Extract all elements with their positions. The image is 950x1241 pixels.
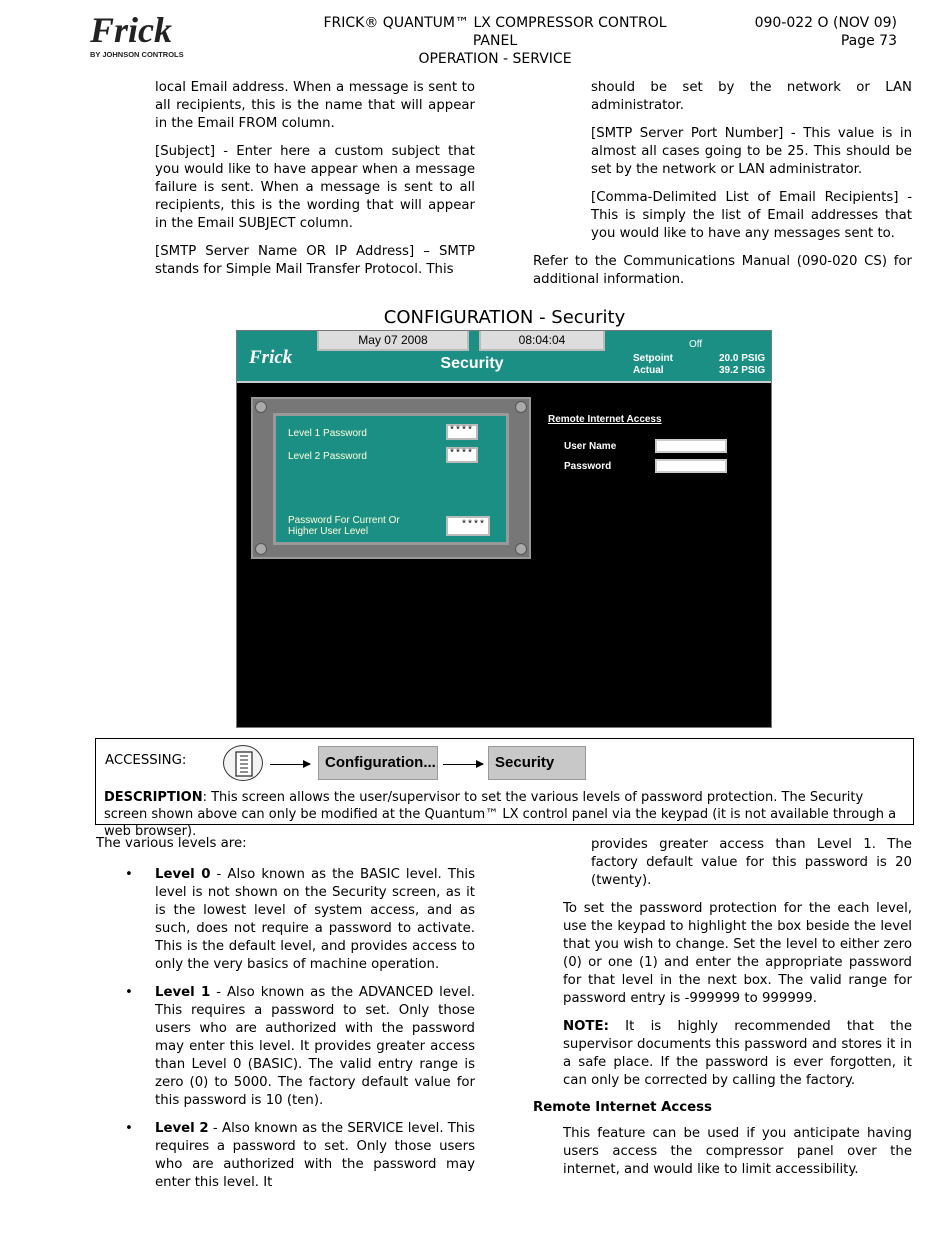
para-level2-cont: provides greater access than Level 1. The factory default value for this password is 20 (twenty). xyxy=(591,837,912,888)
screw-icon xyxy=(255,543,267,555)
para-smtp-server: [SMTP Server Name OR IP Address] – SMTP stands for Simple Mail Transfer Protocol. This xyxy=(155,244,475,277)
note-label: NOTE: xyxy=(563,1019,609,1034)
top-right-column xyxy=(533,79,912,289)
setpoint-value: 20.0 PSIG xyxy=(719,353,766,364)
screen-header xyxy=(237,331,771,383)
accessing-box xyxy=(95,738,914,839)
description-text: : This screen allows the user/supervisor to set the various levels of password protection. The Security screen shown above can only be modified at the Quantum™ LX control panel via the keypad (it is not available through a web browser). xyxy=(104,790,897,839)
para-from: local Email address. When a message is sent to all recipients, this is the name that will appear in the Email FROM column. xyxy=(155,80,475,131)
logo-subtext: BY JOHNSON CONTROLS xyxy=(90,50,184,59)
user-name-field[interactable] xyxy=(655,439,727,453)
list-item xyxy=(155,1120,475,1192)
page-number: Page 73 xyxy=(840,33,897,49)
remote-password-field[interactable] xyxy=(655,459,727,473)
para-recipients: [Comma-Delimited List of Email Recipients] - This is simply the list of Email addresses that you would like to have any messages sent to. xyxy=(591,190,912,241)
setpoint-label: Setpoint xyxy=(633,353,673,364)
list-item xyxy=(155,866,475,974)
header-right xyxy=(745,14,897,50)
screw-icon xyxy=(515,543,527,555)
list-item xyxy=(155,984,475,1110)
arrow-icon xyxy=(270,764,310,765)
level1-text: - Also known as the ADVANCED level. This requires a password to set. Only those users who are authorized with the password may enter this level. It provides greater access than Level 0 (BASIC). The valid entry range is zero (0) to 5000. The factory default value for this password is 10 (ten). xyxy=(155,985,475,1108)
levels-intro: The various levels are: xyxy=(96,836,247,851)
actual-label: Actual xyxy=(633,365,664,376)
para-remote-access: This feature can be used if you anticipate having users access the compressor panel over the internet, and would like to limit accessibility. xyxy=(563,1126,912,1177)
accessing-label: ACCESSING: xyxy=(105,753,187,768)
top-left-column xyxy=(155,79,475,279)
remote-password-label: Password xyxy=(564,461,612,472)
screen-title: Security xyxy=(440,355,504,372)
current-password-label: Password For Current Or Higher User Level xyxy=(288,515,400,537)
level1-password-label: Level 1 Password xyxy=(288,428,367,439)
header-title-line2: OPERATION - SERVICE xyxy=(418,51,572,67)
frick-logo xyxy=(88,10,198,62)
level2-term: Level 2 xyxy=(155,1121,209,1136)
remote-access-heading: Remote Internet Access xyxy=(533,1100,712,1115)
header-title xyxy=(300,14,690,68)
configuration-button[interactable]: Configuration... xyxy=(318,746,438,780)
para-refer: Refer to the Communications Manual (090-020 CS) for additional information. xyxy=(533,254,912,287)
security-button[interactable]: Security xyxy=(488,746,586,780)
level2-password-label: Level 2 Password xyxy=(288,451,367,462)
level1-term: Level 1 xyxy=(155,985,211,1000)
para-admin: should be set by the network or LAN administrator. xyxy=(591,80,912,113)
screen-date: May 07 2008 xyxy=(317,331,469,351)
keypad-icon xyxy=(223,745,263,781)
level2-text: - Also known as the SERVICE level. This requires a password to set. Only those users who are authorized with the password may enter this level. It xyxy=(155,1121,475,1190)
description-label: DESCRIPTION xyxy=(104,790,203,805)
actual-value: 39.2 PSIG xyxy=(719,365,766,376)
user-name-label: User Name xyxy=(564,441,617,452)
para-set-password: To set the password protection for the each level, use the keypad to highlight the box beside the level that you wish to change. Set the level to either zero (0) or one (1) and enter the appropriate password for that level in the next box. The valid range for password entry is -999999 to 999999. xyxy=(563,901,912,1006)
remote-access-title: Remote Internet Access xyxy=(548,414,662,425)
doc-number: 090-022 O (NOV 09) xyxy=(754,15,897,31)
screen-time: 08:04:04 xyxy=(479,331,605,351)
level0-text: - Also known as the BASIC level. This level is not shown on the Security screen, as it is the lowest level of system access, and as such, does not require a password to activate. This is the default level, and provides access to only the very basics of machine operation. xyxy=(155,867,476,972)
password-panel xyxy=(273,413,509,545)
level0-term: Level 0 xyxy=(155,867,211,882)
header-title-line1: FRICK® QUANTUM™ LX COMPRESSOR CONTROL PANEL xyxy=(323,15,667,49)
level1-password-field[interactable]: **** xyxy=(446,424,478,440)
password-frame xyxy=(251,397,531,559)
accessing-description xyxy=(104,789,909,840)
arrow-icon xyxy=(443,764,483,765)
levels-list xyxy=(155,866,475,1192)
note-text: It is highly recommended that the supervisor documents this password and stores it in a safe place. If the password is ever forgotten, it can only be corrected by calling the factory. xyxy=(563,1019,912,1088)
figure-title: CONFIGURATION - Security xyxy=(383,307,626,328)
para-smtp-port: [SMTP Server Port Number] - This value is in almost all cases going to be 25. This should be set by the network or LAN administrator. xyxy=(591,126,912,177)
screw-icon xyxy=(255,401,267,413)
current-password-field[interactable]: **** xyxy=(446,516,490,536)
screw-icon xyxy=(515,401,527,413)
screen-logo: Frick xyxy=(249,347,293,368)
security-screen xyxy=(236,330,772,728)
screen-status: Off xyxy=(689,339,703,350)
para-subject: [Subject] - Enter here a custom subject that you would like to have appear when a message failure is sent. When a message is sent to all recipients, this is the wording that will appear in the Email SUBJECT column. xyxy=(155,144,475,231)
para-note xyxy=(533,1018,912,1090)
logo-wordmark: Frick xyxy=(90,10,173,50)
bottom-right-column xyxy=(533,836,912,1179)
level2-password-field[interactable]: **** xyxy=(446,447,478,463)
